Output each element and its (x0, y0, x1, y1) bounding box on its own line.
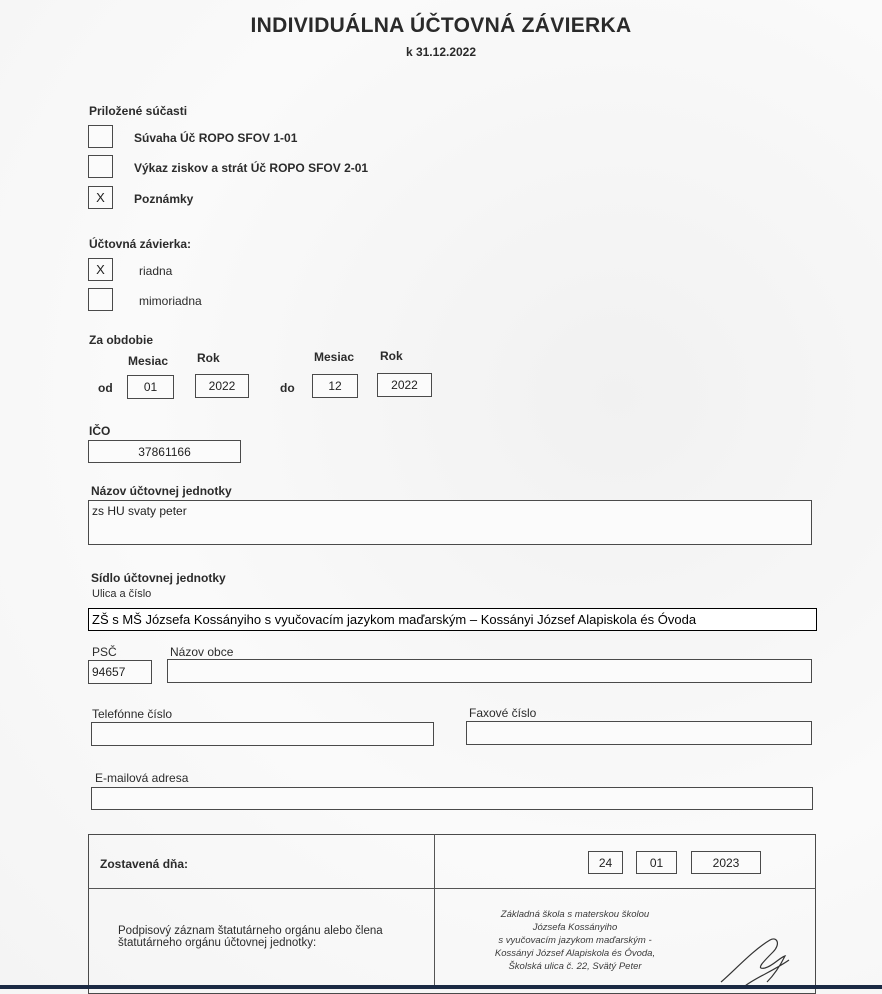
entity-name-field[interactable]: zs HU svaty peter (88, 500, 812, 545)
compiled-day-field[interactable]: 24 (588, 851, 623, 874)
psc-label: PSČ (92, 645, 117, 659)
period-from-year-label: Rok (197, 351, 220, 365)
phone-label: Telefónne číslo (92, 707, 173, 721)
ico-field[interactable]: 37861166 (88, 440, 241, 463)
attachment-balance-checkbox[interactable] (88, 125, 113, 148)
period-from-month-field[interactable]: 01 (127, 375, 174, 399)
phone-field[interactable] (91, 722, 434, 746)
statement-extraordinary-checkbox[interactable] (88, 288, 113, 311)
attachment-notes-checkbox[interactable]: X (88, 186, 113, 209)
statement-type-heading: Účtovná závierka: (89, 237, 192, 251)
statement-extraordinary-label: mimoriadna (139, 294, 202, 308)
document-title: INDIVIDUÁLNA ÚČTOVNÁ ZÁVIERKA (250, 14, 632, 37)
stamp-line: Józsefa Kossányiho (532, 922, 618, 933)
handwritten-signature (715, 930, 795, 988)
compiled-month-field[interactable]: 01 (636, 851, 677, 874)
fax-label: Faxové číslo (469, 706, 537, 720)
attachment-balance-label: Súvaha Úč ROPO SFOV 1-01 (134, 131, 298, 145)
stamp-line: Kossányi József Alapiskola és Óvoda, (494, 948, 656, 959)
email-field[interactable] (91, 787, 813, 810)
period-to-month-label: Mesiac (314, 350, 355, 364)
statement-regular-label: riadna (139, 264, 173, 278)
stamp-line: Školská ulica č. 22, Svätý Peter (508, 961, 642, 972)
attachment-income-label: Výkaz ziskov a strát Úč ROPO SFOV 2-01 (134, 161, 369, 175)
city-field[interactable] (167, 659, 812, 683)
period-to-year-field[interactable]: 2022 (377, 373, 432, 397)
period-to-year-label: Rok (380, 349, 403, 363)
street-label: Ulica a číslo (92, 588, 152, 600)
period-heading: Za obdobie (89, 333, 153, 347)
period-from-year-field[interactable]: 2022 (195, 374, 249, 398)
email-label: E-mailová adresa (95, 771, 189, 785)
ico-label: IČO (89, 424, 111, 438)
attachments-heading: Priložené súčasti (89, 104, 188, 118)
statement-regular-checkbox[interactable]: X (88, 258, 113, 281)
window-bottom-bar (0, 985, 882, 989)
stamp-line: s vyučovacím jazykom maďarským - (498, 935, 652, 946)
period-from-label: od (98, 381, 113, 395)
street-field[interactable]: ZŠ s MŠ Józsefa Kossányiho s vyučovacím jazykom maďarským – Kossányi József Alapiskola és Óvoda (88, 608, 817, 631)
psc-field[interactable]: 94657 (88, 660, 152, 684)
signature-label: Podpisový záznam štatutárneho orgánu alebo člena štatutárneho orgánu účtovnej jednotky: (118, 925, 383, 949)
period-to-month-field[interactable]: 12 (312, 374, 358, 398)
table-divider-vertical (434, 834, 435, 989)
compiled-label: Zostavená dňa: (100, 857, 189, 871)
table-divider-horizontal (88, 888, 816, 889)
document-date: k 31.12.2022 (405, 45, 477, 59)
period-from-month-label: Mesiac (128, 354, 169, 368)
fax-field[interactable] (466, 721, 812, 745)
attachment-income-checkbox[interactable] (88, 155, 113, 178)
stamp-line: Základná škola s materskou školou (500, 909, 650, 920)
seat-heading: Sídlo účtovnej jednotky (91, 571, 226, 585)
entity-name-label: Názov účtovnej jednotky (91, 484, 232, 498)
attachment-notes-label: Poznámky (134, 192, 194, 206)
compiled-year-field[interactable]: 2023 (691, 851, 761, 874)
city-label: Názov obce (170, 645, 234, 659)
school-stamp (460, 908, 690, 973)
period-to-label: do (280, 381, 295, 395)
